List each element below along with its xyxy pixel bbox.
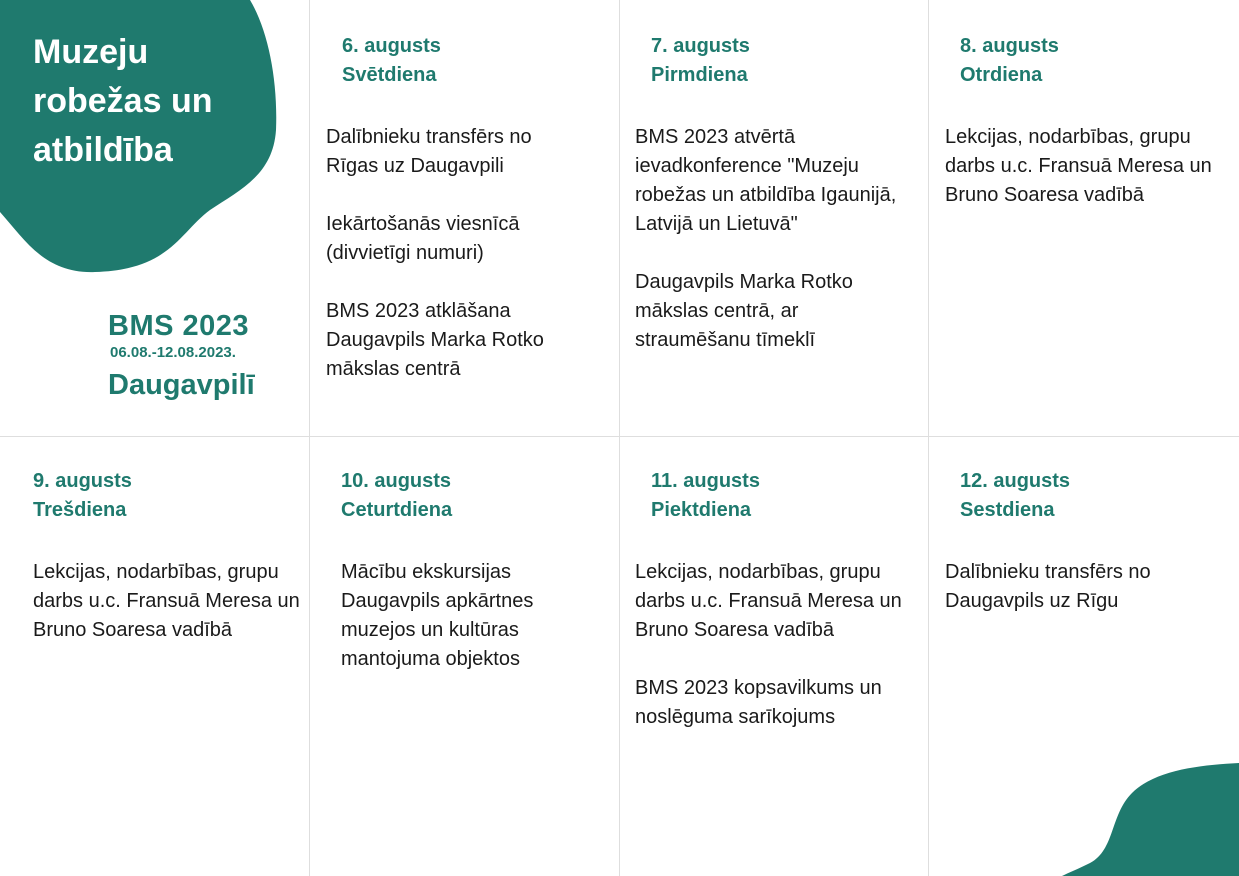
event-item: BMS 2023 atvērtā ievadkonference "Muzeju robežas un atbildība Igaunijā, Latvijā un Lietuvā"	[635, 126, 897, 235]
day-weekday: Ceturtdiena	[341, 499, 453, 521]
day-weekday: Trešdiena	[33, 499, 127, 521]
day-cell	[945, 467, 1235, 645]
event-item: Dalībnieku transfērs no Daugavpils uz Rīgu	[945, 561, 1151, 612]
day-date: 10. augusts	[341, 470, 452, 492]
page-title: Muzeju robežas un atbildība	[33, 33, 213, 169]
day-cell	[635, 32, 925, 384]
brand-dates: 06.08.-12.08.2023.	[110, 344, 236, 361]
event-item: BMS 2023 kopsavilkums un noslēguma sarīkojums	[635, 677, 882, 728]
day-date: 8. augusts	[960, 35, 1059, 57]
day-weekday: Pirmdiena	[651, 64, 748, 86]
event-item: Lekcijas, nodarbības, grupu darbs u.c. Fransuā Meresa un Bruno Soaresa vadībā	[33, 561, 300, 641]
event-item: Lekcijas, nodarbības, grupu darbs u.c. Fransuā Meresa un Bruno Soaresa vadībā	[945, 126, 1212, 206]
day-date: 11. augusts	[651, 470, 760, 492]
day-weekday: Otrdiena	[960, 64, 1043, 86]
day-date: 7. augusts	[651, 35, 750, 57]
event-item: Mācību ekskursijas Daugavpils apkārtnes muzejos un kultūras mantojuma objektos	[341, 561, 534, 670]
event-branding	[108, 308, 255, 406]
day-cell	[341, 467, 631, 703]
brand-name: BMS 2023	[108, 310, 250, 342]
decorative-blob-bottom	[1050, 755, 1239, 876]
day-cell	[945, 32, 1235, 239]
day-weekday: Piektdiena	[651, 499, 752, 521]
event-item: BMS 2023 atklāšana Daugavpils Marka Rotko mākslas centrā	[326, 300, 544, 380]
day-date: 12. augusts	[960, 470, 1071, 492]
day-weekday: Svētdiena	[342, 64, 437, 86]
day-cell	[635, 467, 925, 761]
grid-divider	[928, 0, 929, 876]
event-item: Lekcijas, nodarbības, grupu darbs u.c. Fransuā Meresa un Bruno Soaresa vadībā	[635, 561, 902, 641]
grid-divider	[309, 0, 310, 876]
day-cell	[326, 32, 616, 413]
day-cell	[33, 467, 323, 674]
day-date: 9. augusts	[33, 470, 132, 492]
day-weekday: Sestdiena	[960, 499, 1055, 521]
event-item: Daugavpils Marka Rotko mākslas centrā, ar straumēšanu tīmeklī	[635, 271, 853, 351]
event-item: Iekārtošanās viesnīcā (divvietīgi numuri)	[326, 213, 520, 264]
brand-city: Daugavpilī	[108, 369, 255, 401]
day-date: 6. augusts	[342, 35, 441, 57]
grid-divider	[0, 436, 1239, 437]
grid-divider	[619, 0, 620, 876]
event-item: Dalībnieku transfērs no Rīgas uz Daugavpili	[326, 126, 532, 177]
